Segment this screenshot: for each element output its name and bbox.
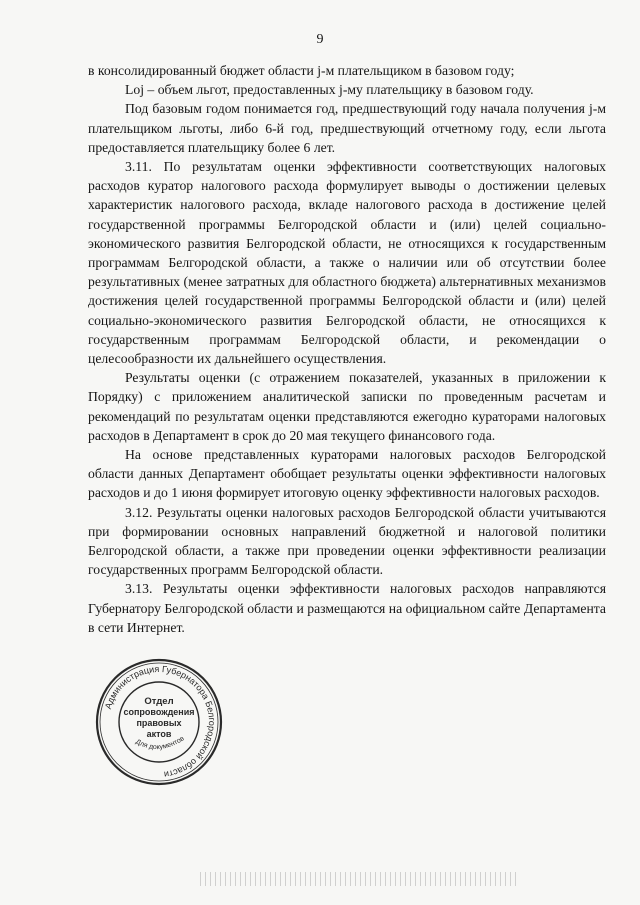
paragraph: Под базовым годом понимается год, предшествующий году начала получения j-м плательщиком льготы, либо 6-й год, предшествующий отчетному году, если льгота предоставляется плательщику более 6 лет. — [88, 101, 606, 155]
official-stamp — [93, 656, 225, 788]
stamp-ring-text: Администрация Губернатора Белгородской области — [102, 663, 218, 780]
stamp-bottom-text: Для документов — [134, 735, 186, 752]
paragraph: 3.12. Результаты оценки налоговых расходов Белгородской области учитываются при формировании основных направлений бюджетной и налоговой политики Белгородской области, а также при проведении оценки эффективности реализации государственных программ Белгородской области. — [88, 504, 606, 578]
document-body — [88, 61, 606, 637]
scan-artifact — [200, 872, 520, 886]
stamp-seal-icon — [93, 656, 225, 788]
stamp-center-line: сопровождения — [123, 707, 195, 717]
paragraph: Результаты оценки (с отражением показателей, указанных в приложении к Порядку) с приложением аналитической записки по проведенным расчетам и рекомендаций по результатам оценки представляются ежегодно кураторами налоговых расходов в Департамент в срок до 20 мая текущего финансового года. — [88, 370, 606, 443]
stamp-center-line: правовых — [136, 718, 182, 728]
paragraph: На основе представленных кураторами налоговых расходов Белгородской области данных Департамент обобщает результаты оценки эффективности налоговых расходов и до 1 июня формирует итоговую оценку эффективности налоговых расходов. — [88, 447, 606, 501]
paragraph: 3.11. По результатам оценки эффективности соответствующих налоговых расходов куратор налогового расхода формулирует выводы о достижении целевых характеристик налогового расхода, вкладе налогового расхода в достижение целей государственной программы Белгородской области и (или) целей социально-экономического развития Белгородской области, не относящихся к государственным программам Белгородской области, а также о наличии или об отсутствии более результативных (менее затратных для областного бюджета) альтернативных механизмов достижения целей государственной программы Белгородской области и (или) целей социально-экономического развития Белгородской области, не относящихся к государственным программам Белгородской области, и рекомендации о целесообразности их дальнейшего осуществления. — [88, 159, 606, 367]
paragraph: Loj – объем льгот, предоставленных j-му плательщику в базовом году. — [125, 82, 534, 98]
paragraph: 3.13. Результаты оценки эффективности налоговых расходов направляются Губернатору Белгородской области и размещаются на официальном сайте Департамента в сети Интернет. — [88, 581, 606, 635]
stamp-center-line: актов — [146, 729, 172, 739]
stamp-center-line: Отдел — [144, 696, 174, 707]
paragraph: в консолидированный бюджет области j-м плательщиком в базовом году; — [88, 63, 515, 78]
page-number: 9 — [316, 32, 324, 47]
